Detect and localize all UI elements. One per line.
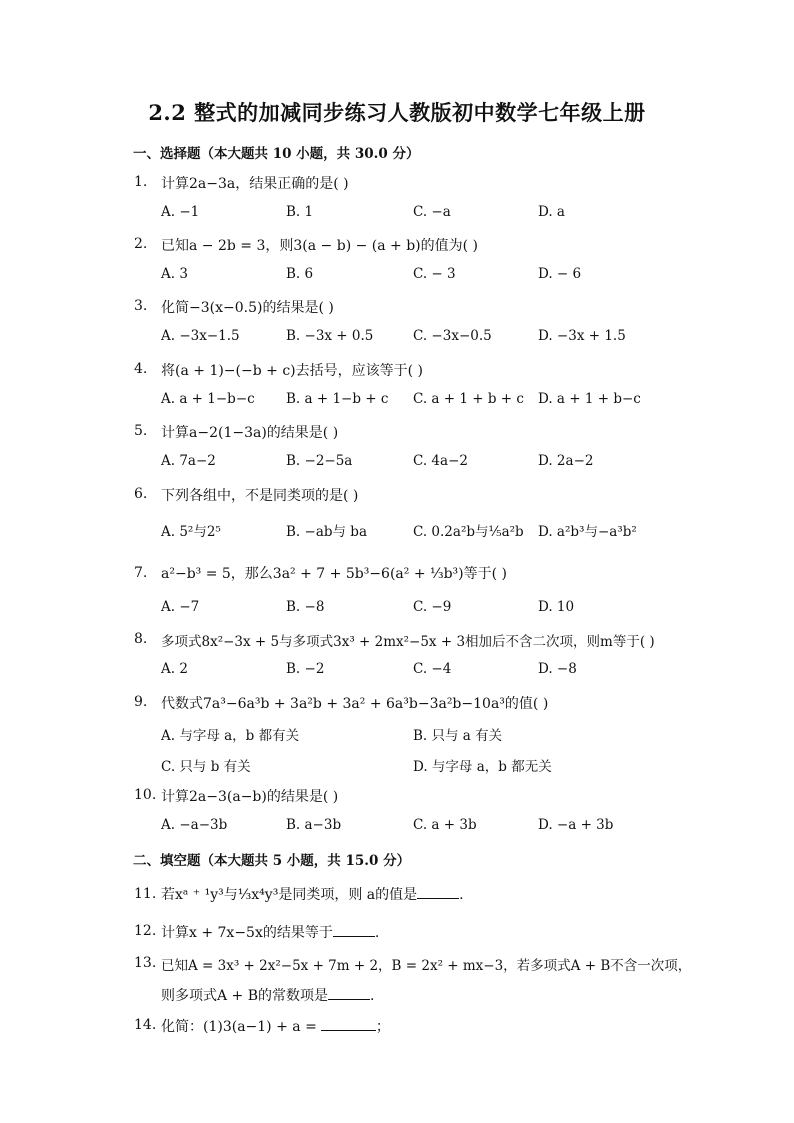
option-b[interactable]: B. 只与 a 有关 bbox=[413, 728, 503, 744]
option-c[interactable]: C. 只与 b 有关 bbox=[161, 759, 251, 775]
option-d[interactable]: D. 与字母 a，b 都无关 bbox=[413, 759, 552, 775]
option-b[interactable]: B. −ab与 ba bbox=[286, 524, 367, 540]
option-b[interactable]: B. a−3b bbox=[286, 817, 342, 833]
option-d[interactable]: D. a²b³与−a³b² bbox=[538, 524, 637, 540]
question-text: a²−b³ = 5，那么3a² + 7 + 5b³−6(a² + ⅓b³)等于( ) bbox=[161, 566, 507, 582]
question-number: 7. bbox=[134, 565, 148, 581]
option-d[interactable]: D. 2a−2 bbox=[538, 453, 594, 469]
option-a[interactable]: A. −3x−1.5 bbox=[161, 328, 240, 344]
question-number: 8. bbox=[134, 631, 148, 647]
question-text-line2 bbox=[161, 985, 374, 1005]
question-text: 代数式7a³−6a³b + 3a²b + 3a² + 6a³b−3a²b−10a³的值( ) bbox=[161, 696, 549, 712]
question-text-body: 若xᵃ ⁺ ¹y³与⅓x⁴y³是同类项，则 a的值是 bbox=[161, 887, 418, 903]
option-a[interactable]: A. 7a−2 bbox=[161, 453, 216, 469]
question-text-body: 计算x + 7x−5x的结果等于 bbox=[161, 925, 333, 941]
answer-blank[interactable] bbox=[321, 1018, 376, 1031]
question-number: 4. bbox=[134, 361, 148, 377]
section-heading-choice: 一、选择题（本大题共 10 小题，共 30.0 分） bbox=[133, 146, 420, 162]
option-d[interactable]: D. a + 1 + b−c bbox=[538, 391, 641, 407]
question-number: 12. bbox=[134, 923, 157, 939]
answer-blank[interactable] bbox=[333, 924, 375, 937]
option-a[interactable]: A. 与字母 a，b 都有关 bbox=[161, 728, 300, 744]
question-text-tail: ； bbox=[375, 1019, 390, 1035]
option-a[interactable]: A. −1 bbox=[161, 204, 200, 220]
option-b[interactable]: B. −2 bbox=[286, 661, 325, 677]
option-d[interactable]: D. a bbox=[538, 204, 565, 220]
question-text: 已知A = 3x³ + 2x²−5x + 7m + 2，B = 2x² + mx−3，若多项式A + B不含一次项， bbox=[161, 958, 692, 974]
question-number: 13. bbox=[134, 955, 157, 971]
option-c[interactable]: C. −4 bbox=[413, 661, 452, 677]
question-text-tail: . bbox=[374, 925, 380, 941]
question-number: 1. bbox=[134, 174, 148, 190]
option-c[interactable]: C. −a bbox=[413, 204, 451, 220]
question-number: 9. bbox=[134, 694, 148, 710]
question-text bbox=[161, 884, 464, 904]
question-text-body: 则多项式A + B的常数项是 bbox=[161, 988, 329, 1004]
option-a[interactable]: A. 5²与2⁵ bbox=[161, 524, 221, 540]
answer-blank[interactable] bbox=[328, 987, 370, 1000]
question-number: 2. bbox=[134, 236, 148, 252]
option-b[interactable]: B. −3x + 0.5 bbox=[286, 328, 374, 344]
question-number: 14. bbox=[134, 1017, 157, 1033]
option-b[interactable]: B. −2−5a bbox=[286, 453, 353, 469]
question-text: 计算2a−3a，结果正确的是( ) bbox=[161, 176, 349, 192]
question-text: 下列各组中，不是同类项的是( ) bbox=[161, 488, 359, 504]
question-text: 多项式8x²−3x + 5与多项式3x³ + 2mx²−5x + 3相加后不含二次项，则m等于( ) bbox=[161, 634, 655, 650]
page-title: 2.2 整式的加减同步练习人教版初中数学七年级上册 bbox=[148, 100, 646, 125]
option-c[interactable]: C. 0.2a²b与⅕a²b bbox=[413, 524, 524, 540]
question-text-tail: . bbox=[459, 887, 464, 903]
option-c[interactable]: C. −3x−0.5 bbox=[413, 328, 492, 344]
question-text: 计算2a−3(a−b)的结果是( ) bbox=[161, 789, 339, 805]
question-number: 10. bbox=[134, 787, 157, 803]
question-number: 3. bbox=[134, 298, 148, 314]
option-c[interactable]: C. −9 bbox=[413, 599, 452, 615]
question-text: 已知a − 2b = 3，则3(a − b) − (a + b)的值为( ) bbox=[161, 238, 479, 254]
question-number: 5. bbox=[134, 423, 148, 439]
option-c[interactable]: C. a + 1 + b + c bbox=[413, 391, 524, 407]
option-b[interactable]: B. 6 bbox=[286, 266, 314, 282]
option-d[interactable]: D. −3x + 1.5 bbox=[538, 328, 626, 344]
option-b[interactable]: B. −8 bbox=[286, 599, 325, 615]
question-text-tail: . bbox=[370, 988, 375, 1004]
option-c[interactable]: C. 4a−2 bbox=[413, 453, 468, 469]
question-number: 11. bbox=[134, 886, 157, 902]
answer-blank[interactable] bbox=[417, 886, 459, 899]
option-d[interactable]: D. 10 bbox=[538, 599, 575, 615]
option-c[interactable]: C. − 3 bbox=[413, 266, 456, 282]
question-text bbox=[161, 1016, 390, 1036]
option-d[interactable]: D. −8 bbox=[538, 661, 577, 677]
option-d[interactable]: D. − 6 bbox=[538, 266, 582, 282]
option-a[interactable]: A. 3 bbox=[161, 266, 188, 282]
question-text: 计算a−2(1−3a)的结果是( ) bbox=[161, 425, 339, 441]
option-c[interactable]: C. a + 3b bbox=[413, 817, 477, 833]
option-a[interactable]: A. a + 1−b−c bbox=[161, 391, 255, 407]
option-a[interactable]: A. −7 bbox=[161, 599, 200, 615]
question-text: 将(a + 1)−(−b + c)去括号，应该等于( ) bbox=[161, 363, 424, 379]
question-number: 6. bbox=[134, 486, 148, 502]
question-text: 化简−3(x−0.5)的结果是( ) bbox=[161, 300, 334, 316]
option-b[interactable]: B. 1 bbox=[286, 204, 314, 220]
question-text-body: 化简：(1)3(a−1) + a = bbox=[161, 1019, 317, 1035]
option-b[interactable]: B. a + 1−b + c bbox=[286, 391, 389, 407]
section-heading-fill: 二、填空题（本大题共 5 小题，共 15.0 分） bbox=[133, 853, 411, 869]
option-d[interactable]: D. −a + 3b bbox=[538, 817, 614, 833]
question-text bbox=[161, 922, 379, 942]
option-a[interactable]: A. −a−3b bbox=[161, 817, 228, 833]
option-a[interactable]: A. 2 bbox=[161, 661, 188, 677]
